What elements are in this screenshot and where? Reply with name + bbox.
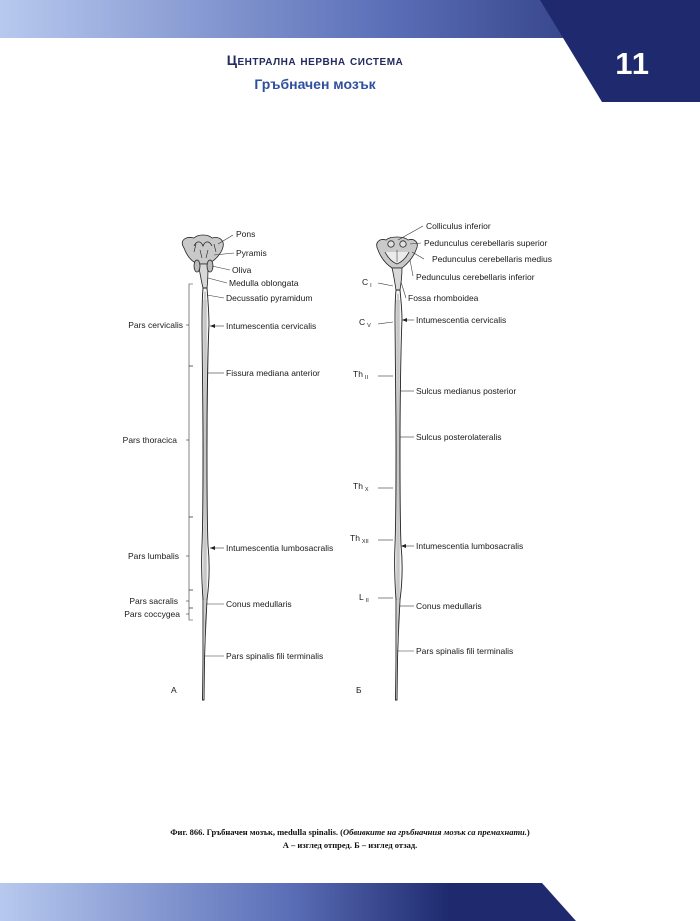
- label-a-conus-medullaris: Conus medullaris: [226, 599, 292, 609]
- label-b-pars-spinalis-fili-terminalis: Pars spinalis fili terminalis: [416, 646, 514, 656]
- caption-note: Обвивките на гръбначния мозък са премахнати.: [343, 827, 527, 837]
- label-b-pedunculus-medius: Pedunculus cerebellaris medius: [432, 254, 553, 264]
- label-b-colliculus-inferior: Colliculus inferior: [426, 221, 491, 231]
- segment-label-th12: Th $_{XII}$: [350, 533, 369, 545]
- spinal-cord-b: [395, 290, 403, 700]
- label-a-pars-coccygea: Pars coccygea: [124, 609, 180, 619]
- figure-a-anterior-view: [123, 229, 334, 700]
- label-a-pars-lumbalis: Pars lumbalis: [127, 551, 179, 561]
- figure-b-posterior-view: [350, 221, 552, 700]
- label-a-pars-thoracica: Pars thoracica: [122, 435, 177, 445]
- label-b-sulcus-posterolateralis: Sulcus posterolateralis: [416, 432, 502, 442]
- caption-line-1: [0, 826, 700, 839]
- label-b-intumescentia-lumbosacralis: Intumescentia lumbosacralis: [416, 541, 524, 551]
- caption-title: Фиг. 866. Гръбначен мозък, medulla spinalis. (: [170, 827, 343, 837]
- bottom-decorative-band: [0, 883, 700, 921]
- segment-label-l2: L $_{II}$: [359, 592, 369, 604]
- label-a-oliva: Oliva: [232, 265, 252, 275]
- label-b-conus-medullaris: Conus medullaris: [416, 601, 482, 611]
- label-a-pons: Pons: [236, 229, 256, 239]
- label-a-pars-cervicalis: Pars cervicalis: [128, 320, 183, 330]
- figure-a-letter: A: [171, 685, 177, 695]
- label-b-fossa-rhomboidea: Fossa rhomboidea: [408, 293, 479, 303]
- label-b-sulcus-medianus-posterior: Sulcus medianus posterior: [416, 386, 517, 396]
- segment-brackets-a: [186, 284, 193, 620]
- brainstem-illustration-b: [377, 237, 418, 290]
- segment-label-th2: Th $_{II}$: [353, 369, 368, 381]
- brainstem-illustration-a: [182, 235, 223, 288]
- label-a-intumescentia-cervicalis: Intumescentia cervicalis: [226, 321, 317, 331]
- spinal-cord-a: [202, 288, 210, 700]
- label-a-pyramis: Pyramis: [236, 248, 267, 258]
- segment-ticks-b: [378, 283, 393, 598]
- chapter-number: 11: [615, 46, 650, 81]
- page-subtitle: Гръбначен мозък: [254, 76, 376, 92]
- label-b-pedunculus-inferior: Pedunculus cerebellaris inferior: [416, 272, 535, 282]
- caption-close-paren: ): [526, 827, 530, 837]
- label-a-fissura-mediana-anterior: Fissura mediana anterior: [226, 368, 321, 378]
- caption-line-2: А – изглед отпред. Б – изглед отзад.: [282, 840, 418, 850]
- label-a-intumescentia-lumbosacralis: Intumescentia lumbosacralis: [226, 543, 334, 553]
- figure-b-letter: Б: [356, 685, 362, 695]
- segment-label-c5: C $_V$: [359, 317, 371, 329]
- segment-label-th10: Th $_X$: [353, 481, 369, 493]
- label-b-pedunculus-superior: Pedunculus cerebellaris superior: [424, 238, 548, 248]
- label-a-pars-sacralis: Pars sacralis: [129, 596, 178, 606]
- label-a-decussatio-pyramidum: Decussatio pyramidum: [226, 293, 313, 303]
- label-a-pars-spinalis-fili-terminalis: Pars spinalis fili terminalis: [226, 651, 324, 661]
- page-title: Централна нервна система: [226, 52, 404, 68]
- label-a-medulla-oblongata: Medulla oblongata: [229, 278, 299, 288]
- label-b-intumescentia-cervicalis: Intumescentia cervicalis: [416, 315, 507, 325]
- segment-label-c1: C $_I$: [362, 277, 372, 289]
- figure-caption: [0, 826, 700, 852]
